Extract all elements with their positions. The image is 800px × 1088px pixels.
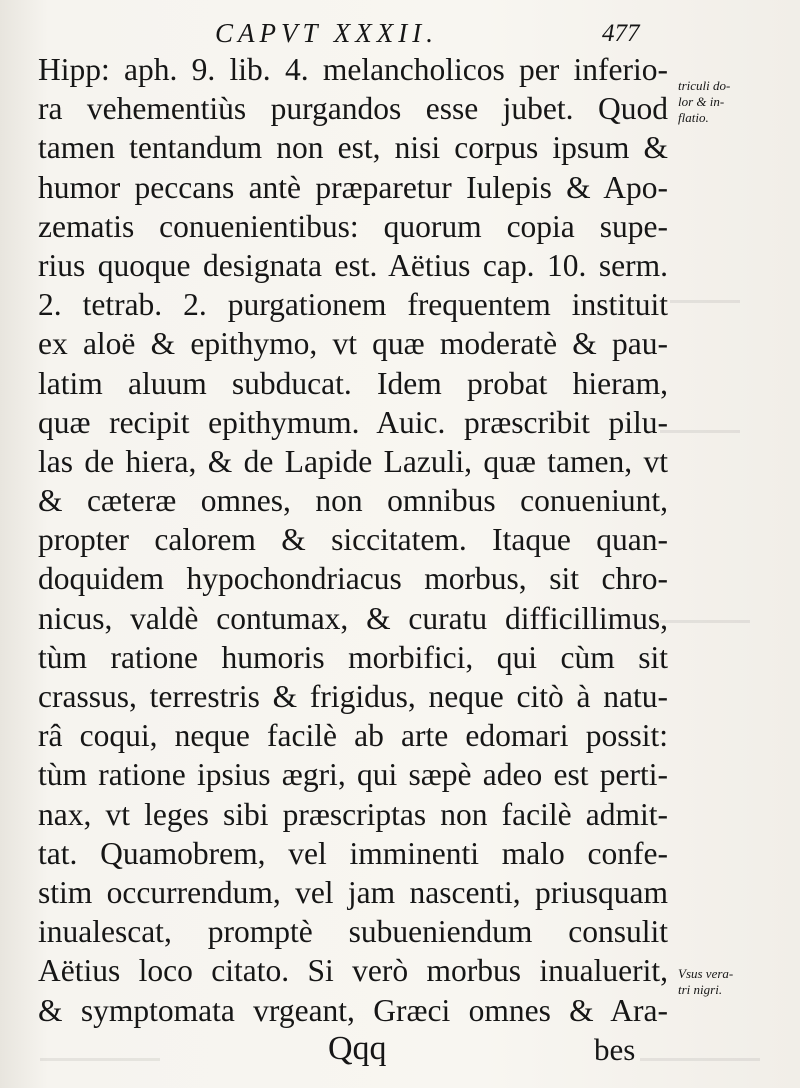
text-line: râ coqui, neque facilè ab arte edomari possit: — [38, 718, 668, 754]
text-line: doquidem hypochondriacus morbus, sit chro- — [38, 561, 668, 597]
margin-note-dolor-inflatio: triculi do- lor & in- flatio. — [678, 78, 731, 125]
page-number: 477 — [602, 20, 640, 47]
margin-notes — [678, 0, 798, 1088]
text-line: propter calorem & siccitatem. Itaque quan- — [38, 522, 668, 558]
signature-mark: Qqq — [328, 1030, 387, 1067]
text-line: crassus, terrestris & frigidus, neque citò à natu- — [38, 679, 668, 714]
text-line: tùm ratione ipsius ægri, qui sæpè adeo est perti- — [38, 757, 668, 793]
text-line: inualescat, promptè subueniendum consulit — [38, 914, 668, 950]
text-line: & symptomata vrgeant, Græci omnes & Ara- — [38, 992, 668, 1028]
text-line: rius quoque designata est. Aëtius cap. 10. serm. — [38, 247, 668, 283]
text-line: ra vehementiùs purgandos esse jubet. Quod — [38, 91, 668, 127]
text-line: nax, vt leges sibi præscriptas non facilè admit- — [38, 796, 668, 832]
text-line: Hipp: aph. 9. lib. 4. melancholicos per inferio- — [38, 52, 668, 87]
text-line: nicus, valdè contumax, & curatu difficillimus, — [38, 600, 668, 636]
page-footer — [0, 1030, 800, 1080]
text-line: zematis conuenientibus: quorum copia supe- — [38, 208, 668, 244]
text-line: quæ recipit epithymum. Auic. præscribit pilu- — [38, 404, 668, 440]
running-head: CAPVT XXXII. — [215, 18, 438, 48]
text-line: & cæteræ omnes, non omnibus conueniunt, — [38, 483, 668, 519]
text-line: tat. Quamobrem, vel imminenti malo confe- — [38, 835, 668, 871]
text-line: tùm ratione humoris morbifici, qui cùm sit — [38, 639, 668, 675]
text-line: Aëtius loco citato. Si verò morbus inualuerit, — [38, 953, 668, 989]
catchword: bes — [594, 1032, 636, 1067]
margin-note-vsus-veratri: Vsus vera- tri nigri. — [678, 966, 734, 997]
text-line: humor peccans antè præparetur Iulepis & Apo- — [38, 169, 668, 205]
text-line: latim aluum subducat. Idem probat hieram, — [38, 365, 668, 401]
body-text — [38, 50, 668, 1030]
text-line: ex aloë & epithymo, vt quæ moderatè & pau- — [38, 326, 668, 362]
text-line: stim occurrendum, vel jam nascenti, priusquam — [38, 874, 668, 910]
text-line: 2. tetrab. 2. purgationem frequentem instituit — [38, 287, 668, 323]
text-line: las de hiera, & de Lapide Lazuli, quæ tamen, vt — [38, 443, 668, 479]
text-line: tamen tentandum non est, nisi corpus ipsum & — [38, 130, 668, 166]
